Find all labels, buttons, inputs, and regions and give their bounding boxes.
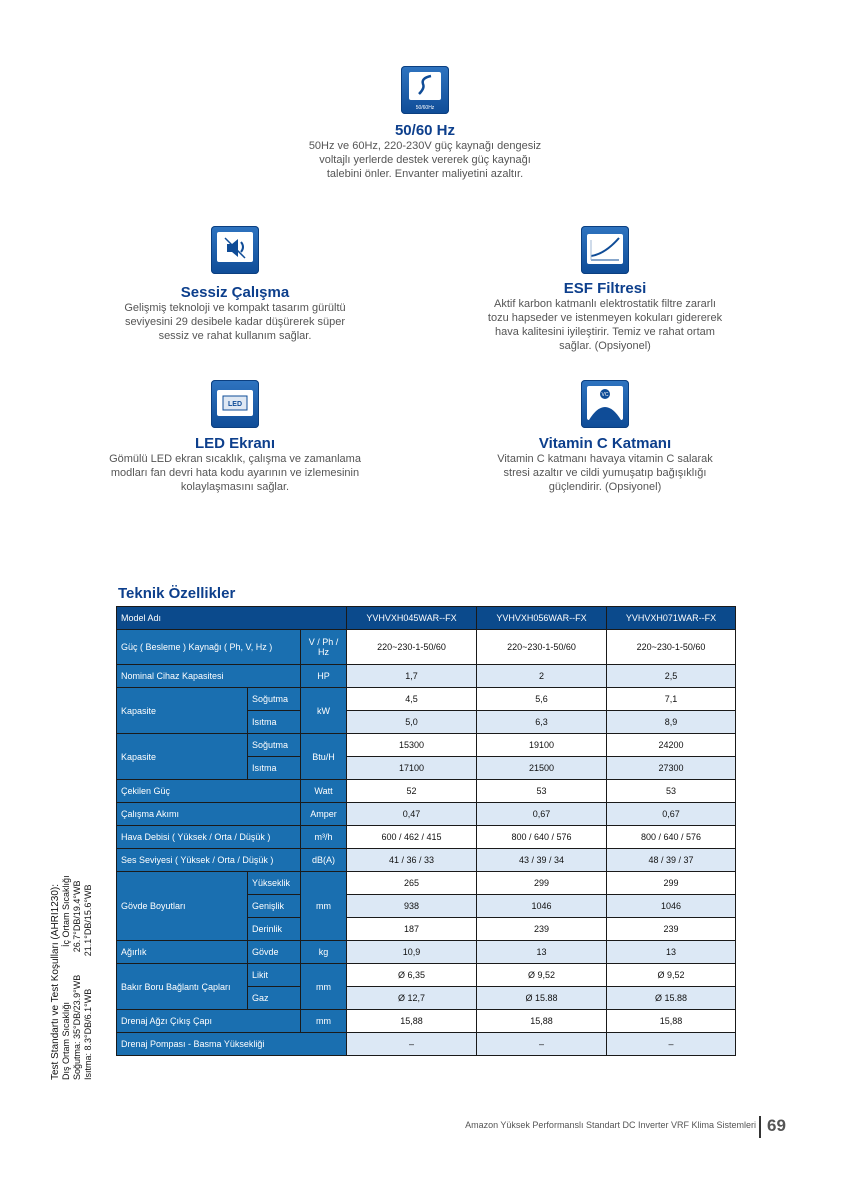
row-sublabel: Derinlik	[248, 918, 301, 941]
cell: 1046	[477, 895, 607, 918]
page-divider	[759, 1116, 761, 1138]
row-sublabel: Gaz	[248, 987, 301, 1010]
row-label: Güç ( Besleme ) Kaynağı ( Ph, V, Hz )	[117, 630, 301, 665]
cell: 265	[347, 872, 477, 895]
cell: 15,88	[347, 1010, 477, 1033]
table-row	[117, 1010, 736, 1033]
row-label: Çekilen Güç	[117, 780, 301, 803]
cell: 53	[607, 780, 736, 803]
row-unit: Watt	[301, 780, 347, 803]
cell: 48 / 39 / 37	[607, 849, 736, 872]
model-name: YVHVXH056WAR--FX	[477, 607, 607, 630]
cell: 187	[347, 918, 477, 941]
cell: Ø 15.88	[607, 987, 736, 1010]
row-sublabel: Soğutma	[248, 734, 301, 757]
cell: 15,88	[477, 1010, 607, 1033]
cell: 15,88	[607, 1010, 736, 1033]
table-row	[117, 803, 736, 826]
table-row	[117, 780, 736, 803]
cell: 13	[477, 941, 607, 964]
cell: Ø 6,35	[347, 964, 477, 987]
row-label: Ses Seviyesi ( Yüksek / Orta / Düşük )	[117, 849, 301, 872]
cell: 17100	[347, 757, 477, 780]
cell: 2,5	[607, 665, 736, 688]
row-label: Nominal Cihaz Kapasitesi	[117, 665, 301, 688]
filter-icon	[581, 226, 629, 274]
row-label: Kapasite	[117, 734, 248, 780]
row-unit: mm	[301, 964, 347, 1010]
cell: 938	[347, 895, 477, 918]
feature-text: Gelişmiş teknoloji ve kompakt tasarım gürültü seviyesini 29 desibele kadar düşürerek süper sessiz ve rahat kullanım sağlar.	[124, 302, 346, 342]
feature-title: LED Ekranı	[194, 435, 276, 452]
cell: 800 / 640 / 576	[477, 826, 607, 849]
table-row	[117, 1033, 736, 1056]
table-row	[117, 734, 736, 757]
test-conditions-line: Soğutma: 35°DB/23.9°WB 26.7°DB/19.4°WB	[72, 880, 82, 1080]
feature-text: Vitamin C katmanı havaya vitamin C salarak stresi azaltır ve cildi yumuşatıp bağışıklığı güçlendirir. (Opsiyonel)	[497, 453, 713, 493]
cell: 239	[477, 918, 607, 941]
cell: –	[347, 1033, 477, 1056]
row-label: Drenaj Pompası - Basma Yüksekliği	[117, 1033, 347, 1056]
test-conditions-line: Isıtma: 8.3°DB/6.1°WB 21.1°DB/15.6°WB	[83, 884, 93, 1080]
feature-title: Vitamin C Katmanı	[538, 435, 672, 452]
feature-title: 50/60 Hz	[394, 122, 456, 139]
cell: 1,7	[347, 665, 477, 688]
table-row	[117, 964, 736, 987]
feature-text: Aktif karbon katmanlı elektrostatik filtre zararlı tozu hapseder ve istenmeyen kokuları gidererek hava kalitesini iyileştirir. Temiz ve rahat ortam sağlar. (Opsiyonel)	[487, 298, 723, 352]
row-unit: dB(A)	[301, 849, 347, 872]
feature-silent	[80, 226, 390, 343]
feature-led-display	[80, 380, 390, 494]
cell: 53	[477, 780, 607, 803]
cell: Ø 12,7	[347, 987, 477, 1010]
cell: 1046	[607, 895, 736, 918]
row-unit: HP	[301, 665, 347, 688]
row-sublabel: Isıtma	[248, 711, 301, 734]
table-row	[117, 826, 736, 849]
section-title: Teknik Özellikler	[118, 585, 236, 602]
cell: 220~230-1-50/60	[477, 630, 607, 665]
cell: 600 / 462 / 415	[347, 826, 477, 849]
cell: 15300	[347, 734, 477, 757]
row-sublabel: Genişlik	[248, 895, 301, 918]
row-unit: V / Ph / Hz	[301, 630, 347, 665]
cell: 13	[607, 941, 736, 964]
led-icon	[211, 380, 259, 428]
row-label: Drenaj Ağzı Çıkış Çapı	[117, 1010, 301, 1033]
cell: 220~230-1-50/60	[607, 630, 736, 665]
model-label: Model Adı	[117, 607, 347, 630]
cell: 0,67	[477, 803, 607, 826]
feature-title: ESF Filtresi	[563, 280, 647, 297]
row-unit: m³/h	[301, 826, 347, 849]
row-unit: Amper	[301, 803, 347, 826]
row-label: Bakır Boru Bağlantı Çapları	[117, 964, 248, 1010]
svg-text:VC: VC	[601, 392, 609, 398]
feature-esf-filter	[450, 226, 760, 353]
row-unit: Btu/H	[301, 734, 347, 780]
vitamin-c-icon	[581, 380, 629, 428]
cell: –	[477, 1033, 607, 1056]
test-conditions-title: Test Standartı ve Test Koşulları (AHRI1230):	[50, 883, 61, 1080]
cell: 299	[477, 872, 607, 895]
table-row	[117, 872, 736, 895]
cell: 27300	[607, 757, 736, 780]
row-unit: mm	[301, 872, 347, 941]
table-row	[117, 607, 736, 630]
cell: 6,3	[477, 711, 607, 734]
row-sublabel: Likit	[248, 964, 301, 987]
cell: 8,9	[607, 711, 736, 734]
row-sublabel: Isıtma	[248, 757, 301, 780]
row-label: Ağırlık	[117, 941, 248, 964]
cell: 24200	[607, 734, 736, 757]
cell: Ø 9,52	[607, 964, 736, 987]
feature-title: Sessiz Çalışma	[180, 284, 290, 301]
row-label: Hava Debisi ( Yüksek / Orta / Düşük )	[117, 826, 301, 849]
table-row	[117, 941, 736, 964]
feature-50-60hz	[270, 66, 580, 181]
cell: 4,5	[347, 688, 477, 711]
page-number: 69	[767, 1116, 786, 1135]
spec-table	[116, 606, 736, 1056]
table-row	[117, 849, 736, 872]
feature-vitamin-c	[450, 380, 760, 494]
table-row	[117, 688, 736, 711]
row-label: Gövde Boyutları	[117, 872, 248, 941]
cell: 52	[347, 780, 477, 803]
cell: 41 / 36 / 33	[347, 849, 477, 872]
row-unit: kW	[301, 688, 347, 734]
row-unit: kg	[301, 941, 347, 964]
cell: 5,6	[477, 688, 607, 711]
cell: 220~230-1-50/60	[347, 630, 477, 665]
footer-text: Amazon Yüksek Performanslı Standart DC Inverter VRF Klima Sistemleri	[465, 1120, 756, 1130]
feature-text: Gömülü LED ekran sıcaklık, çalışma ve zamanlama modları fan devri hata kodu ayarının ve izlemesinin kolaylaşmasını sağlar.	[109, 453, 361, 493]
cell: 239	[607, 918, 736, 941]
cell: 0,67	[607, 803, 736, 826]
table-row	[117, 665, 736, 688]
cell: 800 / 640 / 576	[607, 826, 736, 849]
model-name: YVHVXH071WAR--FX	[607, 607, 736, 630]
cell: 0,47	[347, 803, 477, 826]
cell: 19100	[477, 734, 607, 757]
table-row	[117, 630, 736, 665]
model-name: YVHVXH045WAR--FX	[347, 607, 477, 630]
svg-text:50/60Hz: 50/60Hz	[415, 105, 435, 111]
hz-icon	[401, 66, 449, 114]
cell: 10,9	[347, 941, 477, 964]
svg-text:LED: LED	[228, 401, 242, 408]
cell: –	[607, 1033, 736, 1056]
cell: 7,1	[607, 688, 736, 711]
row-label: Çalışma Akımı	[117, 803, 301, 826]
cell: 299	[607, 872, 736, 895]
speaker-icon	[211, 226, 259, 274]
cell: 2	[477, 665, 607, 688]
test-conditions-note	[50, 875, 94, 1080]
row-unit: mm	[301, 1010, 347, 1033]
cell: 21500	[477, 757, 607, 780]
feature-text: 50Hz ve 60Hz, 220-230V güç kaynağı dengesiz voltajlı yerlerde destek vererek güç kaynağı talebini önler. Envanter maliyetini azaltır.	[308, 140, 542, 180]
row-sublabel: Gövde	[248, 941, 301, 964]
cell: Ø 15.88	[477, 987, 607, 1010]
row-sublabel: Soğutma	[248, 688, 301, 711]
cell: Ø 9,52	[477, 964, 607, 987]
cell: 5,0	[347, 711, 477, 734]
test-conditions-line: Dış Ortam Sıcaklığı İç Ortam Sıcaklığı	[61, 875, 71, 1080]
row-label: Kapasite	[117, 688, 248, 734]
row-sublabel: Yükseklik	[248, 872, 301, 895]
cell: 43 / 39 / 34	[477, 849, 607, 872]
